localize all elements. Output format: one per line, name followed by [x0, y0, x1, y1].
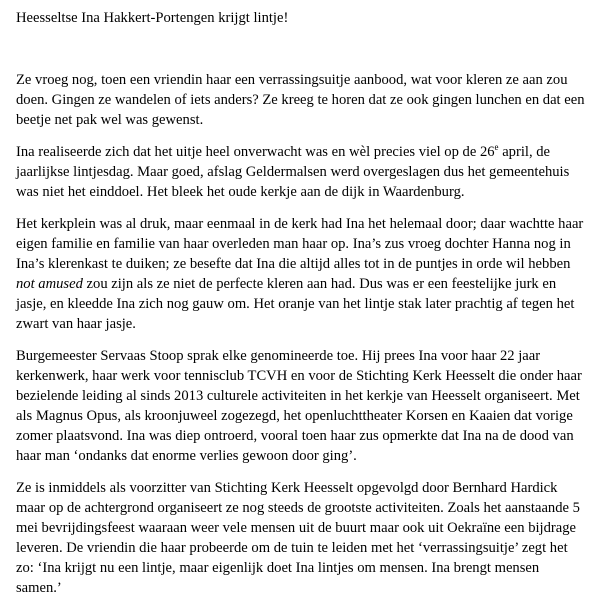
text-line: samen.’ [16, 580, 62, 596]
text-line: zwart van haar jasje. [16, 316, 136, 332]
paragraph-1 [16, 70, 592, 130]
text-line: maar op de achtergrond organiseert ze nog steeds de grootste activiteiten. Zoals het aanstaande 5 [16, 500, 580, 516]
text-line: kerkenwerk, haar werk voor tennisclub TCVH en voor de Stichting Kerk Heesselt die onder haar [16, 368, 582, 384]
text-line: als Magnus Opus, als kroonjuweel zogezegd, het openluchttheater Korsen en Kaaien dat vorige [16, 408, 573, 424]
text-segment: april, de [498, 144, 551, 160]
paragraph-5 [16, 478, 592, 598]
text-line: Burgemeester Servaas Stoop sprak elke genomineerde toe. Hij prees Ina voor haar 22 jaar [16, 348, 541, 364]
document-page [16, 8, 592, 610]
text-line: jasje, en kleedde Ina zich nog gauw om. Het oranje van het lintje stak later prachtig af tegen het [16, 296, 575, 312]
text-line: mei bevrijdingsfeest waaraan weer vele mensen uit de buurt maar ook uit Oekraïne een bijdrage [16, 520, 577, 536]
document-title: Heesseltse Ina Hakkert-Portengen krijgt lintje! [16, 10, 289, 26]
text-segment: Ina realiseerde zich dat het uitje heel onverwacht was en wèl precies viel op de 26 [16, 144, 495, 160]
paragraph-4 [16, 346, 592, 466]
text-line: haar man ‘ondanks dat enorme verlies gewoon door ging’. [16, 448, 357, 464]
text-line: doen. Gingen ze wandelen of iets anders? Ze kreeg te horen dat ze ook gingen lunchen en dat een [16, 92, 585, 108]
text-line: Ina’s klerenkast te duiken; ze besefte dat Ina die altijd alles tot in de puntjes in orde wil hebben [16, 256, 571, 272]
text-line [16, 274, 592, 294]
text-line: eigen familie en familie van haar overleden man haar op. Ina’s zus vroeg dochter Hanna nog in [16, 236, 571, 252]
italic-phrase: not amused [16, 276, 83, 292]
text-line: zo: ‘Ina krijgt nu een lintje, maar eigenlijk doet Ina lintjes om mensen. Ina brengt mensen [16, 560, 540, 576]
text-line: was niet het einddoel. Het bleek het oude kerkje aan de dijk in Waardenburg. [16, 184, 465, 200]
text-line: leveren. De vriendin die haar probeerde om de tuin te leiden met het ‘verrassingsuitje’ zegt het [16, 540, 568, 556]
text-line: beetje net pak wel was gewenst. [16, 112, 204, 128]
text-line [16, 142, 592, 162]
text-line: zomer plaatsvond. Ina was diep ontroerd, vooral toen haar zus opmerkte dat Ina na de dood van [16, 428, 574, 444]
paragraph-2 [16, 142, 592, 202]
text-line: jaarlijkse lintjesdag. Maar goed, afslag Geldermalsen werd overgeslagen dus het gemeentehuis [16, 164, 570, 180]
text-segment: zou zijn als ze niet de perfecte kleren aan had. Dus was er een feestelijke jurk en [82, 276, 557, 292]
text-line: Ze vroeg nog, toen een vriendin haar een verrassingsuitje aanbood, wat voor kleren ze aan zou [16, 72, 568, 88]
text-line: bezielende leiding al sinds 2013 culturele activiteiten in het kerkje van Heesselt organiseert. Met [16, 388, 580, 404]
text-line: Ze is inmiddels als voorzitter van Stichting Kerk Heesselt opgevolgd door Bernhard Hardick [16, 480, 558, 496]
ordinal-superscript: e [494, 142, 499, 153]
paragraph-3 [16, 214, 592, 334]
text-line: Het kerkplein was al druk, maar eenmaal in de kerk had Ina het helemaal door; daar wachtte haar [16, 216, 584, 232]
